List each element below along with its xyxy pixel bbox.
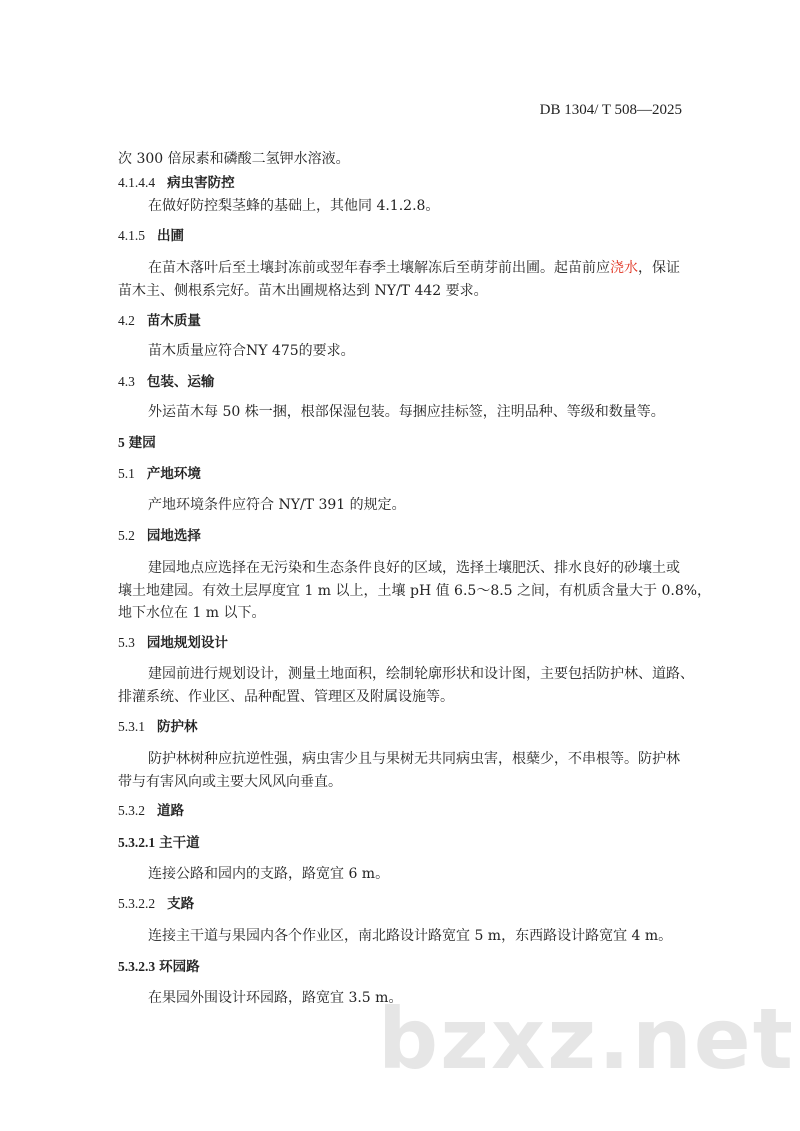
text-run: ，保证 bbox=[638, 260, 680, 276]
section-number: 5.2 bbox=[118, 528, 135, 543]
paragraph-line: 次 300 倍尿素和磷酸二氢钾水溶液。 bbox=[118, 151, 350, 167]
paragraph-line: 连接公路和园内的支路，路宽宜 6 m。 bbox=[148, 866, 390, 882]
section-title: 环园路 bbox=[159, 959, 200, 975]
section-heading-5-3-1 bbox=[118, 720, 198, 735]
section-title: 支路 bbox=[167, 896, 195, 912]
section-heading-5 bbox=[118, 436, 156, 451]
section-title: 道路 bbox=[157, 803, 184, 819]
section-title: 产地环境 bbox=[146, 466, 201, 482]
section-heading-5-3 bbox=[118, 636, 228, 651]
section-number: 4.2 bbox=[118, 313, 135, 328]
section-title: 园地选择 bbox=[146, 528, 201, 544]
watermark-logo: bzxz.net bbox=[378, 990, 795, 1088]
section-heading-5-3-2-3 bbox=[118, 960, 200, 975]
section-number: 5.3.2 bbox=[118, 803, 145, 818]
section-number: 5 bbox=[118, 435, 125, 450]
section-heading-4-1-4-4 bbox=[118, 176, 235, 191]
section-heading-5-2 bbox=[118, 529, 201, 544]
paragraph-line: 建园地点应选择在无污染和生态条件良好的区域，选择土壤肥沃、排水良好的砂壤土或 bbox=[148, 560, 680, 576]
paragraph-line: 带与有害风向或主要大风风向垂直。 bbox=[118, 774, 342, 790]
highlighted-text: 浇水 bbox=[610, 260, 638, 276]
doc-code-header: DB 1304/ T 508—2025 bbox=[539, 102, 682, 118]
paragraph-line: 在果园外围设计环园路，路宽宜 3.5 m。 bbox=[148, 990, 403, 1006]
text-run: 在苗木落叶后至土壤封冻前或翌年春季土壤解冻后至萌芽前出圃。起苗前应 bbox=[148, 260, 610, 276]
section-title: 园地规划设计 bbox=[146, 635, 228, 651]
section-heading-5-3-2-2 bbox=[118, 897, 194, 912]
section-number: 4.3 bbox=[118, 374, 135, 389]
section-number: 5.3.2.3 bbox=[118, 959, 156, 974]
paragraph-line: 壤土地建园。有效土层厚度宜 1 m 以上，土壤 pH 值 6.5～8.5 之间，有机质含量大于 0.8%， bbox=[118, 583, 712, 599]
section-title: 建园 bbox=[128, 435, 156, 451]
paragraph-line: 外运苗木每 50 株一捆，根部保湿包装。每捆应挂标签，注明品种、等级和数量等。 bbox=[148, 404, 665, 420]
section-title: 出圃 bbox=[157, 228, 184, 244]
section-heading-4-2 bbox=[118, 314, 201, 329]
section-title: 苗木质量 bbox=[146, 313, 201, 329]
section-title: 包装、运输 bbox=[146, 374, 215, 390]
section-heading-4-3 bbox=[118, 375, 214, 390]
section-number: 5.3.2.2 bbox=[118, 896, 156, 911]
paragraph-line: 建园前进行规划设计，测量土地面积，绘制轮廓形状和设计图，主要包括防护林、道路、 bbox=[148, 666, 694, 682]
paragraph-line: 苗木主、侧根系完好。苗木出圃规格达到 NY/T 442 要求。 bbox=[118, 283, 488, 299]
paragraph-line: 连接主干道与果园内各个作业区，南北路设计路宽宜 5 m，东西路设计路宽宜 4 m。 bbox=[148, 928, 673, 944]
paragraph-line bbox=[148, 261, 680, 275]
section-heading-4-1-5 bbox=[118, 229, 184, 244]
section-heading-5-3-2-1 bbox=[118, 836, 200, 851]
paragraph-line: 防护林树种应抗逆性强，病虫害少且与果树无共同病虫害，根蘖少，不串根等。防护林 bbox=[148, 751, 680, 767]
section-title: 主干道 bbox=[159, 835, 200, 851]
paragraph-line: 地下水位在 1 m 以下。 bbox=[118, 605, 266, 621]
section-title: 病虫害防控 bbox=[167, 175, 235, 191]
section-number: 4.1.5 bbox=[118, 228, 145, 243]
section-number: 5.3.2.1 bbox=[118, 835, 156, 850]
paragraph-line: 排灌系统、作业区、品种配置、管理区及附属设施等。 bbox=[118, 689, 454, 705]
paragraph-line: 苗木质量应符合NY 475的要求。 bbox=[148, 343, 355, 359]
section-heading-5-3-2 bbox=[118, 804, 184, 819]
section-heading-5-1 bbox=[118, 467, 201, 482]
section-title: 防护林 bbox=[157, 719, 198, 735]
paragraph-line: 在做好防控梨茎蜂的基础上，其他同 4.1.2.8。 bbox=[148, 198, 440, 214]
section-number: 4.1.4.4 bbox=[118, 175, 156, 190]
paragraph-line: 产地环境条件应符合 NY/T 391 的规定。 bbox=[148, 497, 406, 513]
section-number: 5.3 bbox=[118, 635, 135, 650]
section-number: 5.1 bbox=[118, 466, 135, 481]
section-number: 5.3.1 bbox=[118, 719, 145, 734]
